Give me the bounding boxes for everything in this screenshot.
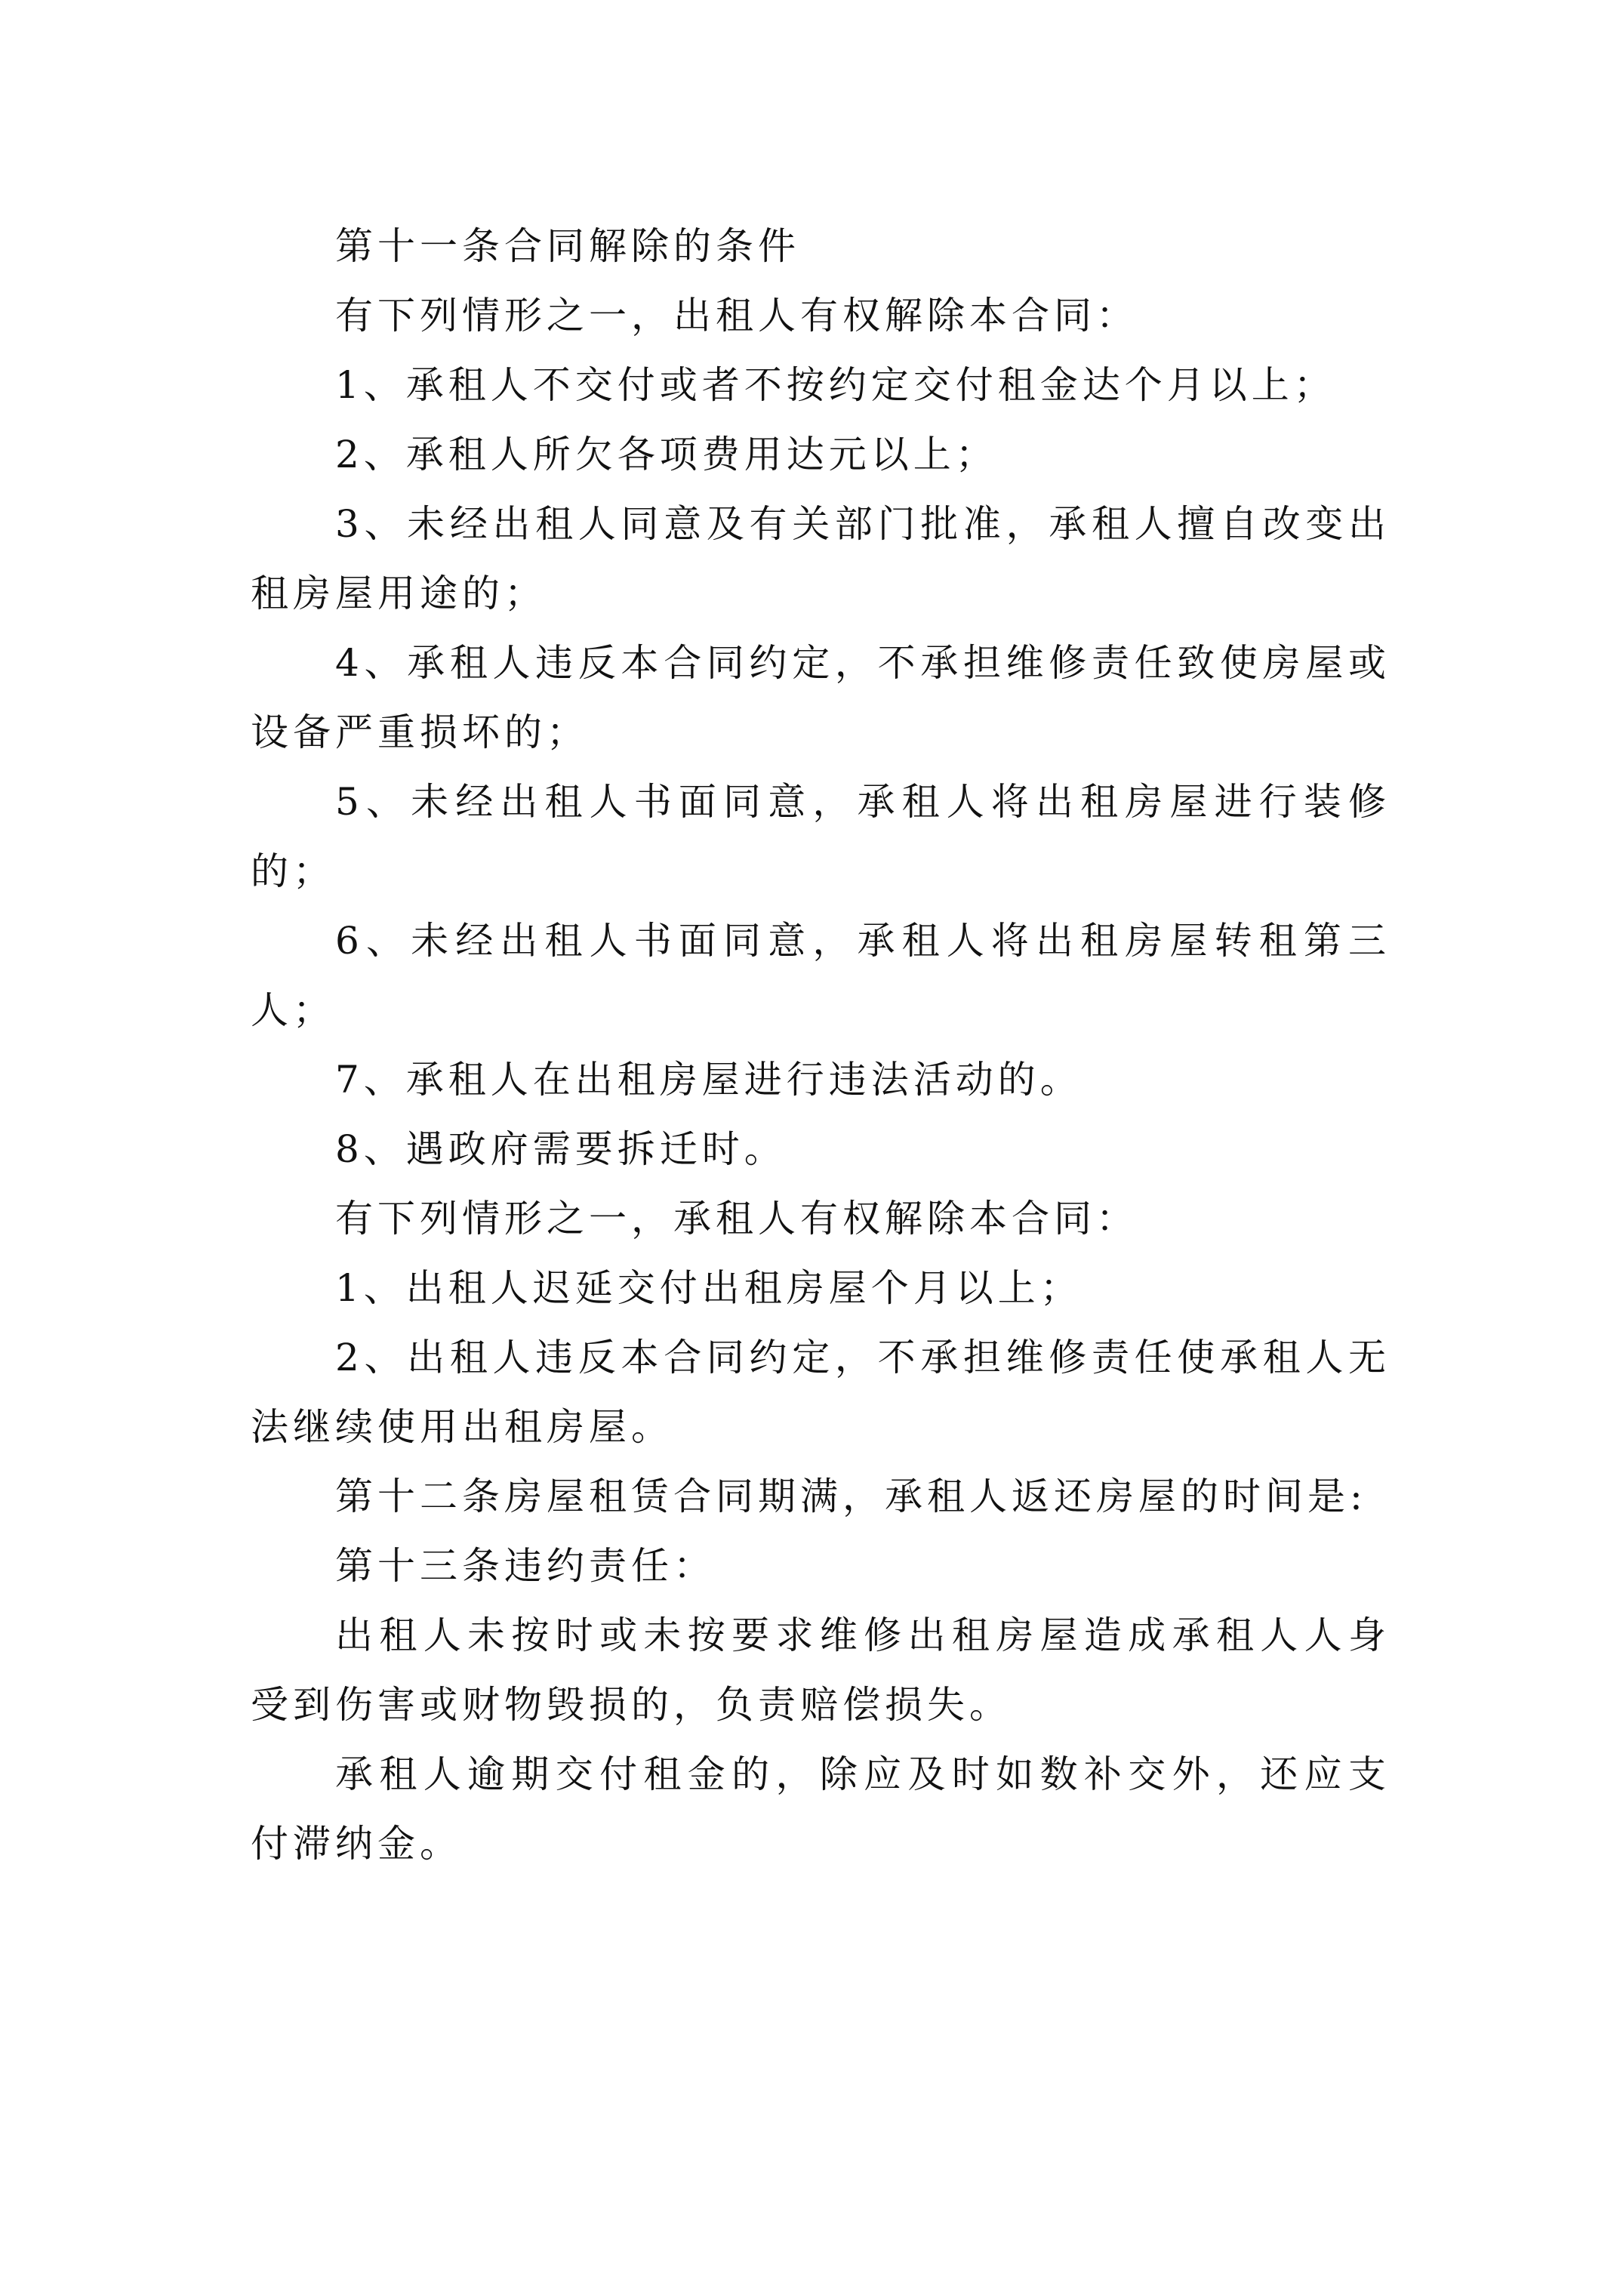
tenant-condition-1: 1、出租人迟延交付出租房屋个月以上； [335,1266,1083,1310]
landlord-condition-8: 8、遇政府需要拆迁时。 [335,1127,787,1171]
landlord-termination-intro: 有下列情形之一，出租人有权解除本合同： [335,294,1138,337]
liability-landlord: 出租人未按时或未按要求维修出租房屋造成承租人人身受到伤害或财物毁损的，负责赔偿损失。 [251,1613,1390,1727]
article-11-heading: 第十一条合同解除的条件 [335,224,800,268]
landlord-condition-7: 7、承租人在出租房屋进行违法活动的。 [335,1058,1083,1102]
landlord-condition-2: 2、承租人所欠各项费用达元以上； [335,433,998,476]
landlord-condition-1: 1、承租人不交付或者不按约定交付租金达个月以上； [335,363,1336,407]
landlord-condition-5: 5、未经出租人书面同意，承租人将出租房屋进行装修的； [251,780,1390,893]
article-13-heading: 第十三条违约责任： [335,1544,716,1588]
landlord-condition-3: 3、未经出租人同意及有关部门批准，承租人擅自改变出租房屋用途的； [251,502,1390,615]
article-12: 第十二条房屋租赁合同期满，承租人返还房屋的时间是: [335,1475,1367,1518]
tenant-termination-intro: 有下列情形之一，承租人有权解除本合同： [335,1197,1138,1240]
landlord-condition-6: 6、未经出租人书面同意，承租人将出租房屋转租第三人； [251,919,1390,1032]
landlord-condition-4: 4、承租人违反本合同约定，不承担维修责任致使房屋或设备严重损坏的； [251,641,1390,754]
tenant-condition-2: 2、出租人违反本合同约定，不承担维修责任使承租人无法继续使用出租房屋。 [251,1336,1390,1449]
document-body [251,211,1390,1878]
liability-tenant: 承租人逾期交付租金的，除应及时如数补交外，还应支付滞纳金。 [251,1752,1390,1866]
